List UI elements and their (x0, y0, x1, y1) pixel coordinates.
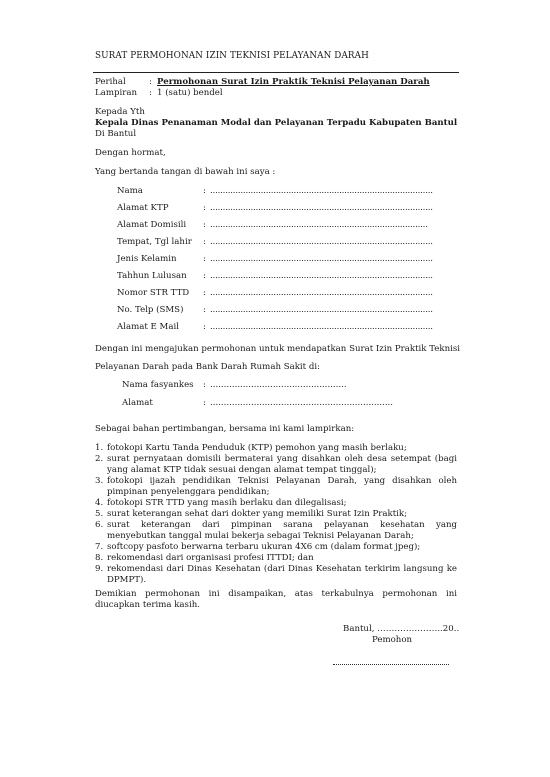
field-label: Tahhun Lulusan (117, 271, 187, 281)
signature-place-date: Bantul, …………………..20.. (343, 624, 460, 634)
list-item (95, 476, 457, 498)
field-colon: : (203, 186, 206, 196)
intro-text: Yang bertanda tangan di bawah ini saya : (95, 167, 276, 177)
list-item (95, 454, 457, 476)
letter-title: SURAT PERMOHONAN IZIN TEKNISI PELAYANAN DARAH (95, 51, 369, 61)
list-item-text: fotokopi Kartu Tanda Penduduk (KTP) pemohon yang masih berlaku; (107, 443, 407, 453)
signature-line (333, 664, 449, 665)
field-fill-line: ...................................................................................... (210, 220, 428, 230)
facility-name-label: Nama fasyankes (122, 380, 194, 390)
recipient-line-1: Kepada Yth (95, 107, 145, 117)
attachments-intro: Sebagai bahan pertimbangan, bersama ini kami lampirkan: (95, 424, 355, 434)
list-item-text: surat pernyataan domisili bermaterai yang disahkan oleh desa setempat (bagi yang alamat KTP tidak sesuai dengan alamat tempat tinggal); (107, 454, 457, 475)
lampiran-value: 1 (satu) bendel (157, 88, 223, 98)
field-label: Nomor STR TTD (117, 288, 190, 298)
field-fill-line: ........................................................................................ (210, 254, 433, 264)
list-item-text: surat keterangan dari pimpinan sarana pelayanan kesehatan yang menyebutkan tanggal mulai bekerja sebagai Teknisi Pelayanan Darah; (107, 520, 457, 541)
list-item-number: 8. (95, 553, 104, 563)
list-item (95, 553, 457, 564)
header-divider (93, 72, 459, 73)
field-label: Jenis Kelamin (117, 254, 177, 264)
field-label: Alamat E Mail (117, 322, 179, 332)
list-item (95, 542, 457, 553)
list-item (95, 509, 457, 520)
list-item-number: 2. (95, 454, 104, 464)
recipient-line-3: Di Bantul (95, 129, 137, 139)
list-item-number: 4. (95, 498, 104, 508)
list-item-text: softcopy pasfoto berwarna terbaru ukuran 4X6 cm (dalam format jpeg); (107, 542, 421, 552)
field-colon: : (203, 305, 206, 315)
field-fill-line: ........................................................................................ (210, 322, 433, 332)
field-fill-line: ........................................................................................ (210, 237, 433, 247)
list-item-text: rekomendasi dari Dinas Kesehatan (dari Dinas Kesehatan terkirim langsung ke DPMPT). (107, 564, 457, 585)
list-item-number: 7. (95, 542, 104, 552)
list-item-number: 9. (95, 564, 104, 574)
recipient-line-2: Kepala Dinas Penanaman Modal dan Pelayanan Terpadu Kabupaten Bantul (95, 118, 458, 128)
facility-address-label: Alamat (122, 398, 153, 408)
list-item-text: rekomendasi dari organisasi profesi ITTDI; dan (107, 553, 314, 563)
field-fill-line: ........................................................................................ (210, 288, 433, 298)
field-colon: : (203, 322, 206, 332)
facility-address-fill-line: ................................................................... (210, 398, 394, 408)
list-item-number: 3. (95, 476, 104, 486)
field-colon: : (203, 254, 206, 264)
field-colon: : (203, 220, 206, 230)
list-item-number: 6. (95, 520, 104, 530)
list-item-number: 1. (95, 443, 104, 453)
field-colon: : (203, 288, 206, 298)
facility-address-colon: : (203, 398, 206, 408)
closing-paragraph: Demikian permohonan ini disampaikan, atas terkabulnya permohonan ini diucapkan terima kasih. (95, 589, 457, 610)
field-fill-line: ........................................................................................ (210, 186, 433, 196)
lampiran-colon: : (149, 88, 152, 98)
field-label: Alamat KTP (117, 203, 169, 213)
list-item-number: 5. (95, 509, 104, 519)
perihal-label: Perihal (95, 77, 126, 87)
facility-name-fill-line: .................................................. (210, 380, 347, 390)
lampiran-label: Lampiran (95, 88, 137, 98)
list-item (95, 520, 457, 542)
perihal-value: Permohonan Surat Izin Praktik Teknisi Pelayanan Darah (157, 77, 430, 87)
field-fill-line: ........................................................................................ (210, 203, 433, 213)
facility-name-colon: : (203, 380, 206, 390)
field-label: Tempat, Tgl lahir (117, 237, 192, 247)
signature-role: Pemohon (372, 635, 413, 645)
field-fill-line: ........................................................................................ (210, 305, 433, 315)
list-item (95, 443, 457, 454)
field-colon: : (203, 203, 206, 213)
list-item (95, 564, 457, 586)
field-fill-line: ........................................................................................ (210, 271, 433, 281)
list-item-text: fotokopi ijazah pendidikan Teknisi Pelayanan Darah, yang disahkan oleh pimpinan penyelenggara pendidikan; (107, 476, 457, 497)
field-label: No. Telp (SMS) (117, 305, 184, 315)
list-item-text: fotokopi STR TTD yang masih berlaku dan dilegalisasi; (107, 498, 347, 508)
request-line-2: Pelayanan Darah pada Bank Darah Rumah Sakit di: (95, 362, 321, 372)
list-item-text: surat keterangan sehat dari dokter yang memiliki Surat Izin Praktik; (107, 509, 408, 519)
list-item (95, 498, 457, 509)
greeting: Dengan hormat, (95, 148, 166, 158)
request-line-1: Dengan ini mengajukan permohonan untuk mendapatkan Surat Izin Praktik Teknisi (95, 344, 461, 354)
field-label: Nama (117, 186, 143, 196)
field-label: Alamat Domisili (117, 220, 187, 230)
perihal-colon: : (149, 77, 152, 87)
field-colon: : (203, 271, 206, 281)
field-colon: : (203, 237, 206, 247)
